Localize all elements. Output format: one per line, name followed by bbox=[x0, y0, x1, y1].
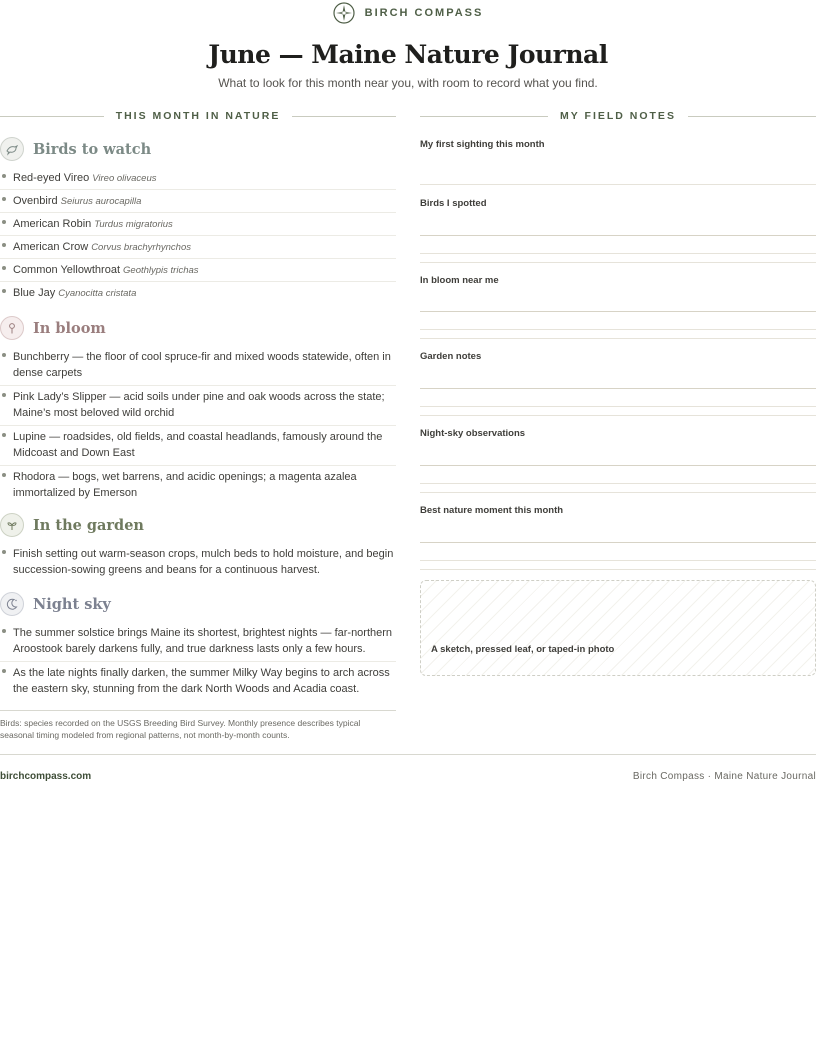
list-item: Red-eyed Vireo Vireo olivaceus bbox=[0, 167, 396, 190]
list-item: Bunchberry — the floor of cool spruce-fir and mixed woods statewide, often in dense carpets bbox=[0, 346, 396, 386]
writing-line bbox=[420, 253, 816, 254]
list-item: Finish setting out warm-season crops, mulch beds to hold moisture, and begin succession-sowing greens and beans for a continuous harvest. bbox=[0, 543, 396, 582]
page-title: June — Maine Nature Journal bbox=[208, 40, 608, 69]
writing-line bbox=[420, 262, 816, 263]
writing-line bbox=[420, 311, 816, 312]
writing-line bbox=[420, 569, 816, 570]
right-column-heading bbox=[420, 110, 816, 122]
night-sky-section-title: Night sky bbox=[33, 595, 111, 613]
brand-header bbox=[0, 2, 816, 24]
writing-line bbox=[420, 560, 816, 561]
list-item: American Robin Turdus migratorius bbox=[0, 213, 396, 236]
page-subtitle: What to look for this month near you, with room to record what you find. bbox=[218, 76, 598, 90]
writing-line bbox=[420, 184, 816, 185]
writing-line bbox=[420, 483, 816, 484]
footer-credit: Birch Compass · Maine Nature Journal bbox=[632, 771, 816, 782]
birds-section-title: Birds to watch bbox=[33, 140, 152, 158]
sketch-label: A sketch, pressed leaf, or taped-in photo bbox=[431, 644, 615, 655]
field-label: My first sighting this month bbox=[420, 139, 545, 150]
compass-icon bbox=[333, 2, 355, 24]
birds-section bbox=[0, 137, 396, 305]
writing-line bbox=[420, 329, 816, 330]
bloom-list bbox=[0, 346, 396, 505]
list-item: Blue Jay Cyanocitta cristata bbox=[0, 282, 396, 305]
left-column-heading-label: THIS MONTH IN NATURE bbox=[115, 110, 281, 122]
footer-divider bbox=[0, 754, 816, 755]
footnote: Birds: species recorded on the USGS Breeding Bird Survey. Monthly presence describes typical seasonal timing modeled from regional patterns, not month-by-month counts. bbox=[0, 710, 396, 741]
right-column-heading-label: MY FIELD NOTES bbox=[560, 110, 676, 122]
night-sky-list bbox=[0, 622, 396, 701]
sprout-icon bbox=[0, 513, 24, 537]
field-garden-notes[interactable] bbox=[420, 351, 816, 362]
left-column-heading bbox=[0, 110, 396, 122]
list-item: Rhodora — bogs, wet barrens, and acidic openings; a magenta azalea immortalized by Emerson bbox=[0, 466, 396, 505]
writing-line bbox=[420, 415, 816, 416]
writing-line bbox=[420, 406, 816, 407]
bird-list bbox=[0, 167, 396, 305]
field-label: Best nature moment this month bbox=[420, 505, 564, 516]
list-item: Common Yellowthroat Geothlypis trichas bbox=[0, 259, 396, 282]
brand-name: BIRCH COMPASS bbox=[364, 7, 484, 19]
list-item: Lupine — roadsides, old fields, and coastal headlands, famously around the Midcoast and Down East bbox=[0, 426, 396, 466]
writing-line bbox=[420, 235, 816, 236]
bird-icon bbox=[0, 137, 24, 161]
moon-icon bbox=[0, 592, 24, 616]
garden-section-title: In the garden bbox=[33, 516, 144, 534]
field-birds-spotted[interactable] bbox=[420, 198, 816, 209]
field-first-sighting[interactable] bbox=[420, 139, 816, 150]
sketch-box[interactable] bbox=[420, 580, 816, 676]
list-item: Ovenbird Seiurus aurocapilla bbox=[0, 190, 396, 213]
list-item: The summer solstice brings Maine its shortest, brightest nights — far-northern Aroostook barely darkens fully, and true darkness lasts only a few hours. bbox=[0, 622, 396, 662]
flower-icon bbox=[0, 316, 24, 340]
field-label: In bloom near me bbox=[420, 275, 499, 286]
footer-site-link[interactable]: birchcompass.com bbox=[0, 771, 92, 782]
list-item: American Crow Corvus brachyrhynchos bbox=[0, 236, 396, 259]
garden-list bbox=[0, 543, 396, 582]
field-label: Night-sky observations bbox=[420, 428, 526, 439]
field-in-bloom[interactable] bbox=[420, 275, 816, 286]
writing-line bbox=[420, 465, 816, 466]
bloom-section bbox=[0, 316, 396, 505]
field-night-sky[interactable] bbox=[420, 428, 816, 439]
list-item: Pink Lady’s Slipper — acid soils under pine and oak woods across the state; Maine’s most beloved wild orchid bbox=[0, 386, 396, 426]
writing-line bbox=[420, 542, 816, 543]
bloom-section-title: In bloom bbox=[33, 319, 106, 337]
field-label: Garden notes bbox=[420, 351, 482, 362]
writing-line bbox=[420, 388, 816, 389]
night-sky-section bbox=[0, 592, 396, 701]
garden-section bbox=[0, 513, 396, 582]
list-item: As the late nights finally darken, the summer Milky Way begins to arch across the eastern sky, stunning from the dark North Woods and Acadia coast. bbox=[0, 662, 396, 701]
writing-line bbox=[420, 492, 816, 493]
field-label: Birds I spotted bbox=[420, 198, 487, 209]
field-best-moment[interactable] bbox=[420, 505, 816, 516]
writing-line bbox=[420, 338, 816, 339]
